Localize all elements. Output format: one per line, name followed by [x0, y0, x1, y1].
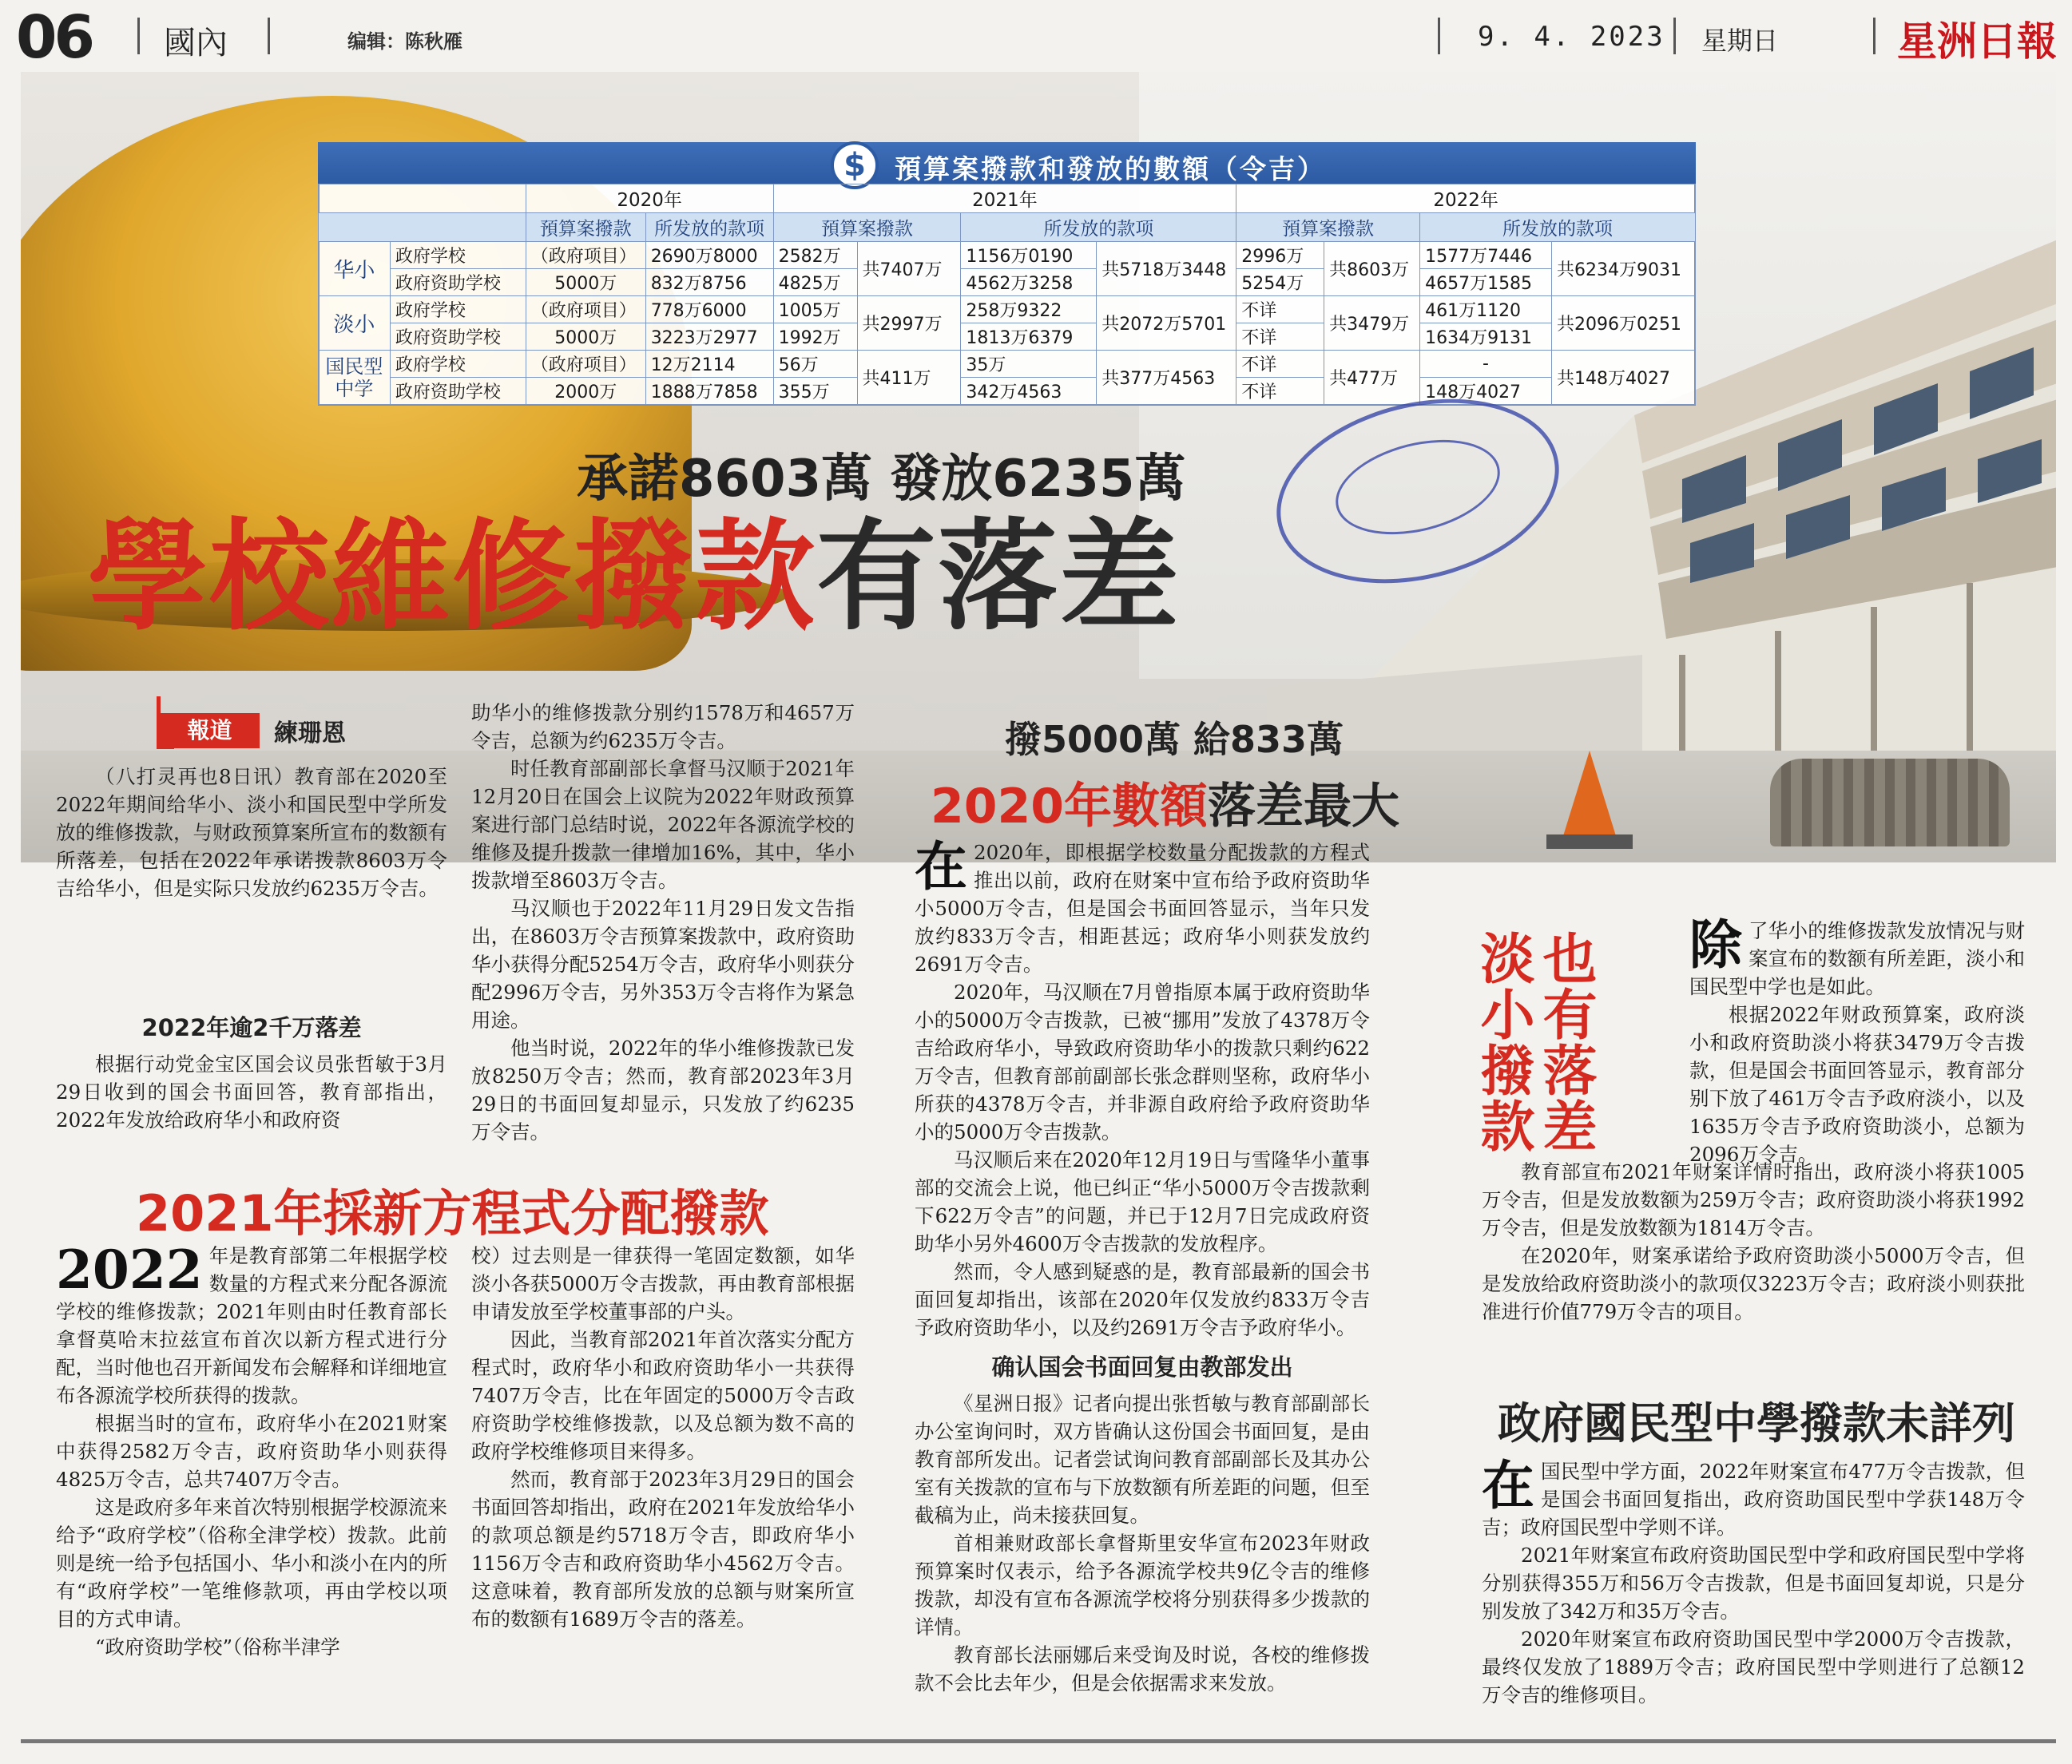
drop-cap: 除 — [1689, 914, 1742, 976]
school-type: 政府学校 — [390, 242, 526, 269]
section-2020-body-2 — [915, 1389, 1370, 1697]
traffic-cone-base — [1546, 834, 1633, 849]
paragraph: 马汉顺也于2022年11月29日发文告指出，在8603万令吉预算案拨款中，政府资助华小获得分配5254万令吉，政府华小则获分配2996万令吉，另外353万令吉将作为紧急用途。 — [471, 897, 855, 1032]
divider — [1673, 18, 1676, 54]
total-cell: 共7407万 — [857, 242, 961, 296]
paragraph: 然而，令人感到疑惑的是，教育部最新的国会书面回复却指出，该部在2020年仅发放约833万令吉予政府资助华小，以及约2691万令吉予政府华小。 — [915, 1260, 1370, 1339]
paragraph: 2021年财案宣布政府资助国民型中学和政府国民型中学将分别获得355万和56万令吉拨款，但是书面回复却说，只是分别发放了342万和35万令吉。 — [1482, 1544, 2025, 1623]
paragraph: 教育部宣布2021年财案详情时指出，政府淡小将获1005万令吉，但是发放数额为259万令吉；政府资助淡小将获1992万令吉，但是发放数额为1814万令吉。 — [1482, 1160, 2025, 1239]
divider — [1873, 18, 1876, 54]
cell: 258万9322 — [961, 296, 1097, 323]
table-row — [319, 323, 1696, 351]
cell: 1005万 — [773, 296, 857, 323]
cell: 832万8756 — [645, 269, 773, 296]
main-headline-red: 學校維修撥款 — [88, 508, 817, 647]
divider — [1438, 18, 1440, 54]
cell: 2582万 — [773, 242, 857, 269]
total-cell: 共3479万 — [1324, 296, 1420, 351]
total-cell: 共5718万3448 — [1097, 242, 1236, 296]
total-cell: 共148万4027 — [1551, 351, 1695, 405]
cell: （政府项目） — [526, 296, 645, 323]
section-2020-subheading: 撥5000萬 給833萬 — [1005, 718, 1344, 761]
paragraph: 因此，当教育部2021年首次落实分配方程式时，政府华小和政府资助华小一共获得7407万令吉，比在年固定的5000万令吉政府资助学校维修拨款，以及总额为数不高的政府学校维修项目来得多。 — [471, 1328, 855, 1463]
paragraph: 助华小的维修拨款分别约1578万和4657万令吉，总额为约6235万令吉。 — [471, 701, 855, 752]
main-headline-black: 有落差 — [816, 508, 1181, 647]
total-cell: 共2096万0251 — [1551, 296, 1695, 351]
cell: 5000万 — [526, 269, 645, 296]
table-row — [319, 296, 1696, 323]
cell: 不详 — [1236, 351, 1324, 378]
section-2021-heading: 2021年採新方程式分配撥款 — [136, 1184, 769, 1243]
cell: （政府项目） — [526, 242, 645, 269]
heading-red: 2020年數額 — [931, 779, 1208, 834]
cell: 1813万6379 — [961, 323, 1097, 351]
school-type: 政府学校 — [390, 351, 526, 378]
section-2020-subhead: 确认国会书面回复由教部发出 — [991, 1354, 1293, 1381]
total-cell: 共2072万5701 — [1097, 296, 1236, 351]
paragraph-text: 了华小的维修拨款发放情况与财案宣布的数额有所差距，淡小和国民型中学也是如此。 — [1689, 919, 2025, 998]
col-budget: 預算案撥款 — [773, 213, 961, 242]
smjk-body — [1482, 1454, 2025, 1709]
cell: 4562万3258 — [961, 269, 1097, 296]
tamil-vertical-heading-2: 淡小撥款 — [1471, 930, 1534, 1154]
total-cell: 共6234万9031 — [1551, 242, 1695, 296]
divider — [137, 18, 140, 54]
cell: 不详 — [1236, 296, 1324, 323]
cell: 355万 — [773, 378, 857, 405]
col1-subheading: 2022年逾2千万落差 — [141, 1014, 362, 1041]
section-2021-col-2 — [471, 1242, 855, 1633]
group-label: 华小 — [319, 242, 391, 296]
paragraph-text: 年是教育部第二年根据学校数量的方程式来分配各源流学校的维修拨款；2021年则由时任教育部长拿督莫哈末拉兹宣布首次以新方程式进行分配，当时他也召开新闻发布会解释和详细地宣布各源流学校所获得的拨款。 — [56, 1244, 447, 1407]
total-cell: 共377万4563 — [1097, 351, 1236, 405]
table-year-row — [319, 184, 1696, 213]
paragraph — [915, 835, 1370, 978]
group-label: 淡小 — [319, 296, 391, 351]
col-budget: 預算案撥款 — [526, 213, 645, 242]
drop-cap: 在 — [915, 835, 967, 898]
table-row — [319, 351, 1696, 378]
table-header-row — [319, 213, 1696, 242]
blank-cell — [319, 184, 526, 213]
page-number: 06 — [16, 3, 92, 72]
year-2021: 2021年 — [773, 184, 1236, 213]
paragraph: 马汉顺后来在2020年12月19日与雪隆华小董事部的交流会上说，他已纠正“华小5000万令吉拨款剩下622万令吉”的问题，并已于12月7日完成政府资助华小另外4600万令吉拨款的发放程序。 — [915, 1148, 1370, 1255]
col-released: 所发放的款项 — [961, 213, 1236, 242]
heading-black: 落差最大 — [1208, 779, 1399, 834]
cell: 778万6000 — [645, 296, 773, 323]
construction-pipes-image — [1770, 759, 2010, 846]
paragraph — [56, 1239, 447, 1409]
article-col-1 — [56, 763, 447, 902]
total-cell: 共8603万 — [1324, 242, 1420, 296]
cell: 5254万 — [1236, 269, 1324, 296]
year-2022: 2022年 — [1236, 184, 1696, 213]
cell: 148万4027 — [1420, 378, 1552, 405]
cell: 1156万0190 — [961, 242, 1097, 269]
cell: （政府项目） — [526, 351, 645, 378]
section-label: 國內 — [164, 25, 228, 61]
cell: 12万2114 — [645, 351, 773, 378]
total-cell: 共2997万 — [857, 296, 961, 351]
paragraph: 根据行动党金宝区国会议员张哲敏于3月29日收到的国会书面回答，教育部指出，2022年发放给政府华小和政府资 — [56, 1052, 447, 1132]
cell: 4657万1585 — [1420, 269, 1552, 296]
cell: 不详 — [1236, 378, 1324, 405]
paragraph: 《星洲日报》记者向提出张哲敏与教育部副部长办公室询问时，双方皆确认这份国会书面回复，是由教育部所发出。记者尝试询问教育部副部长及其办公室有关拨款的宣布与下放数额有所差距的问题，但至截稿为止，尚未接获回复。 — [915, 1392, 1370, 1527]
paragraph: 他当时说，2022年的华小维修拨款已发放8250万令吉；然而，教育部2023年3月29日的书面回复却显示，只发放了约6235万令吉。 — [471, 1037, 855, 1144]
section-2020-heading — [931, 768, 1399, 837]
paragraph: （八打灵再也8日讯）教育部在2020至2022年期间给华小、淡小和国民型中学所发放的维修拨款，与财政预算案所宣布的数额有所落差，包括在2022年承诺拨款8603万令吉给华小，但是实际只发放约6235万令吉。 — [56, 765, 447, 900]
paragraph: 然而，教育部于2023年3月29日的国会书面回答却指出，政府在2021年发放给华小的款项总额是约5718万令吉，即政府华小1156万令吉和政府资助华小4562万令吉。这意味着，教育部所发放的总额与财案所宣布的数额有1689万令吉的落差。 — [471, 1468, 855, 1631]
cell: 3223万2977 — [645, 323, 773, 351]
paragraph-text: 国民型中学方面，2022年财案宣布477万令吉拨款，但是国会书面回复指出，政府资助国民型中学获148万令吉；政府国民型中学则不详。 — [1482, 1460, 2025, 1539]
paragraph: 校）过去则是一律获得一笔固定数额，如华淡小各获5000万令吉拨款，再由教育部根据申请发放至学校董事部的户头。 — [471, 1244, 855, 1323]
paragraph: “政府资助学校”（俗称半津学 — [95, 1635, 340, 1659]
issue-date: 9. 4. 2023 — [1478, 21, 1665, 53]
paragraph: 这是政府多年来首次特别根据学校源流来给予“政府学校”（俗称全津学校）拨款。此前则是统一给予包括国小、华小和淡小在内的所有“政府学校”一笔维修款项，再由学校以项目的方式申请。 — [56, 1496, 447, 1631]
cell: 1992万 — [773, 323, 857, 351]
cell: 1577万7446 — [1420, 242, 1552, 269]
smjk-heading: 政府國民型中學撥款未詳列 — [1498, 1398, 2015, 1449]
main-headline — [88, 508, 1181, 647]
school-type: 政府资助学校 — [390, 323, 526, 351]
cell: 5000万 — [526, 323, 645, 351]
paragraph: 时任教育部副部长拿督马汉顺于2021年12月20日在国会上议院为2022年财政预算案进行部门总结时说，2022年各源流学校的维修及提升拨款一律增加16%，其中，华小拨款增至8603万令吉。 — [471, 757, 855, 892]
issue-weekday: 星期日 — [1701, 26, 1779, 56]
col-released: 所发放的款项 — [1420, 213, 1696, 242]
group-label: 国民型中学 — [319, 351, 391, 405]
table-row — [319, 269, 1696, 296]
table-row — [319, 378, 1696, 405]
budget-table — [318, 184, 1696, 405]
cell: 35万 — [961, 351, 1097, 378]
article-col-2 — [471, 699, 855, 1146]
total-cell: 共477万 — [1324, 351, 1420, 405]
table-title: 預算案撥款和發放的數額（令吉） — [895, 153, 1326, 184]
drop-cap: 2022 — [56, 1239, 203, 1301]
cell: 4825万 — [773, 269, 857, 296]
cell: 461万1120 — [1420, 296, 1552, 323]
section-2020-body — [915, 835, 1370, 1342]
paragraph: 首相兼财政部长拿督斯里安华宣布2023年财政预算案时仅表示，给予各源流学校共9亿令吉的维修拨款，却没有宣布各源流学校将分别获得多少拨款的详情。 — [915, 1532, 1370, 1639]
paragraph — [1689, 914, 2025, 1001]
cell: 不详 — [1236, 323, 1324, 351]
cell: 1634万9131 — [1420, 323, 1552, 351]
paragraph: 根据2022年财政预算案，政府淡小和政府资助淡小将获3479万令吉拨款，但是国会书面回答显示，教育部分别下放了461万令吉予政府淡小，以及1635万令吉予政府资助淡小，总额为2096万令吉。 — [1689, 1003, 2025, 1166]
blank-cell — [319, 213, 526, 242]
cell: 1888万7858 — [645, 378, 773, 405]
table-row — [319, 242, 1696, 269]
section-2021-col-1 — [56, 1239, 447, 1661]
cell: 2996万 — [1236, 242, 1324, 269]
school-type: 政府资助学校 — [390, 378, 526, 405]
divider — [268, 18, 270, 54]
total-cell: 共411万 — [857, 351, 961, 405]
newspaper-logo: 星洲日報 — [1897, 18, 2057, 65]
byline-label: 報道 — [160, 713, 260, 748]
tamil-col-top — [1689, 914, 2025, 1168]
byline-name: 練珊恩 — [274, 719, 346, 747]
paragraph — [1482, 1454, 2025, 1541]
tamil-col-bottom — [1482, 1158, 2025, 1326]
col-released: 所发放的款项 — [645, 213, 773, 242]
year-2020: 2020年 — [526, 184, 773, 213]
article-col-1b — [56, 1050, 447, 1134]
tamil-vertical-heading-1: 也有落差 — [1534, 930, 1597, 1154]
school-type: 政府资助学校 — [390, 269, 526, 296]
paragraph-text: 2020年，即根据学校数量分配拨款的方程式推出以前，政府在财案中宣布给予政府资助华小5000万令吉，但是国会书面回答显示，当年只发放约833万令吉，相距甚远；政府华小则获发放约2691万令吉。 — [915, 841, 1370, 976]
sub-headline: 承諾8603萬 發放6235萬 — [577, 450, 1186, 509]
editor-credit: 编辑：陈秋雁 — [347, 30, 462, 53]
col-budget: 預算案撥款 — [1236, 213, 1420, 242]
cell: 2690万8000 — [645, 242, 773, 269]
traffic-cone-image — [1562, 751, 1617, 838]
paragraph: 2020年财案宣布政府资助国民型中学2000万令吉拨款，最终仅发放了1889万令吉；政府国民型中学则进行了总额12万令吉的维修项目。 — [1482, 1627, 2025, 1707]
cell: 56万 — [773, 351, 857, 378]
paragraph: 根据当时的宣布，政府华小在2021财案中获得2582万令吉，政府资助华小则获得4825万令吉，总共7407万令吉。 — [56, 1412, 447, 1491]
dollar-icon: $ — [831, 141, 879, 189]
cell: - — [1420, 351, 1552, 378]
paragraph: 2020年，马汉顺在7月曾指原本属于政府资助华小的5000万令吉拨款，已被“挪用”发放了4378万令吉给政府华小，导致政府资助华小的拨款只剩约622万令吉，但教育部前副部长张念群则坚称，政府华小所获的4378万令吉，并非源自政府给予政府资助华小的5000万令吉拨款。 — [915, 981, 1370, 1144]
drop-cap: 在 — [1482, 1454, 1534, 1516]
cell: 342万4563 — [961, 378, 1097, 405]
school-type: 政府学校 — [390, 296, 526, 323]
paragraph: 教育部长法丽娜后来受询及时说，各校的维修拨款不会比去年少，但是会依据需求来发放。 — [915, 1643, 1370, 1695]
cell: 2000万 — [526, 378, 645, 405]
paragraph: 在2020年，财案承诺给予政府资助淡小5000万令吉，但是发放给政府资助淡小的款项仅3223万令吉；政府淡小则获批准进行价值779万令吉的项目。 — [1482, 1244, 2025, 1323]
bottom-rule — [21, 1739, 2056, 1743]
masthead — [0, 0, 2072, 72]
